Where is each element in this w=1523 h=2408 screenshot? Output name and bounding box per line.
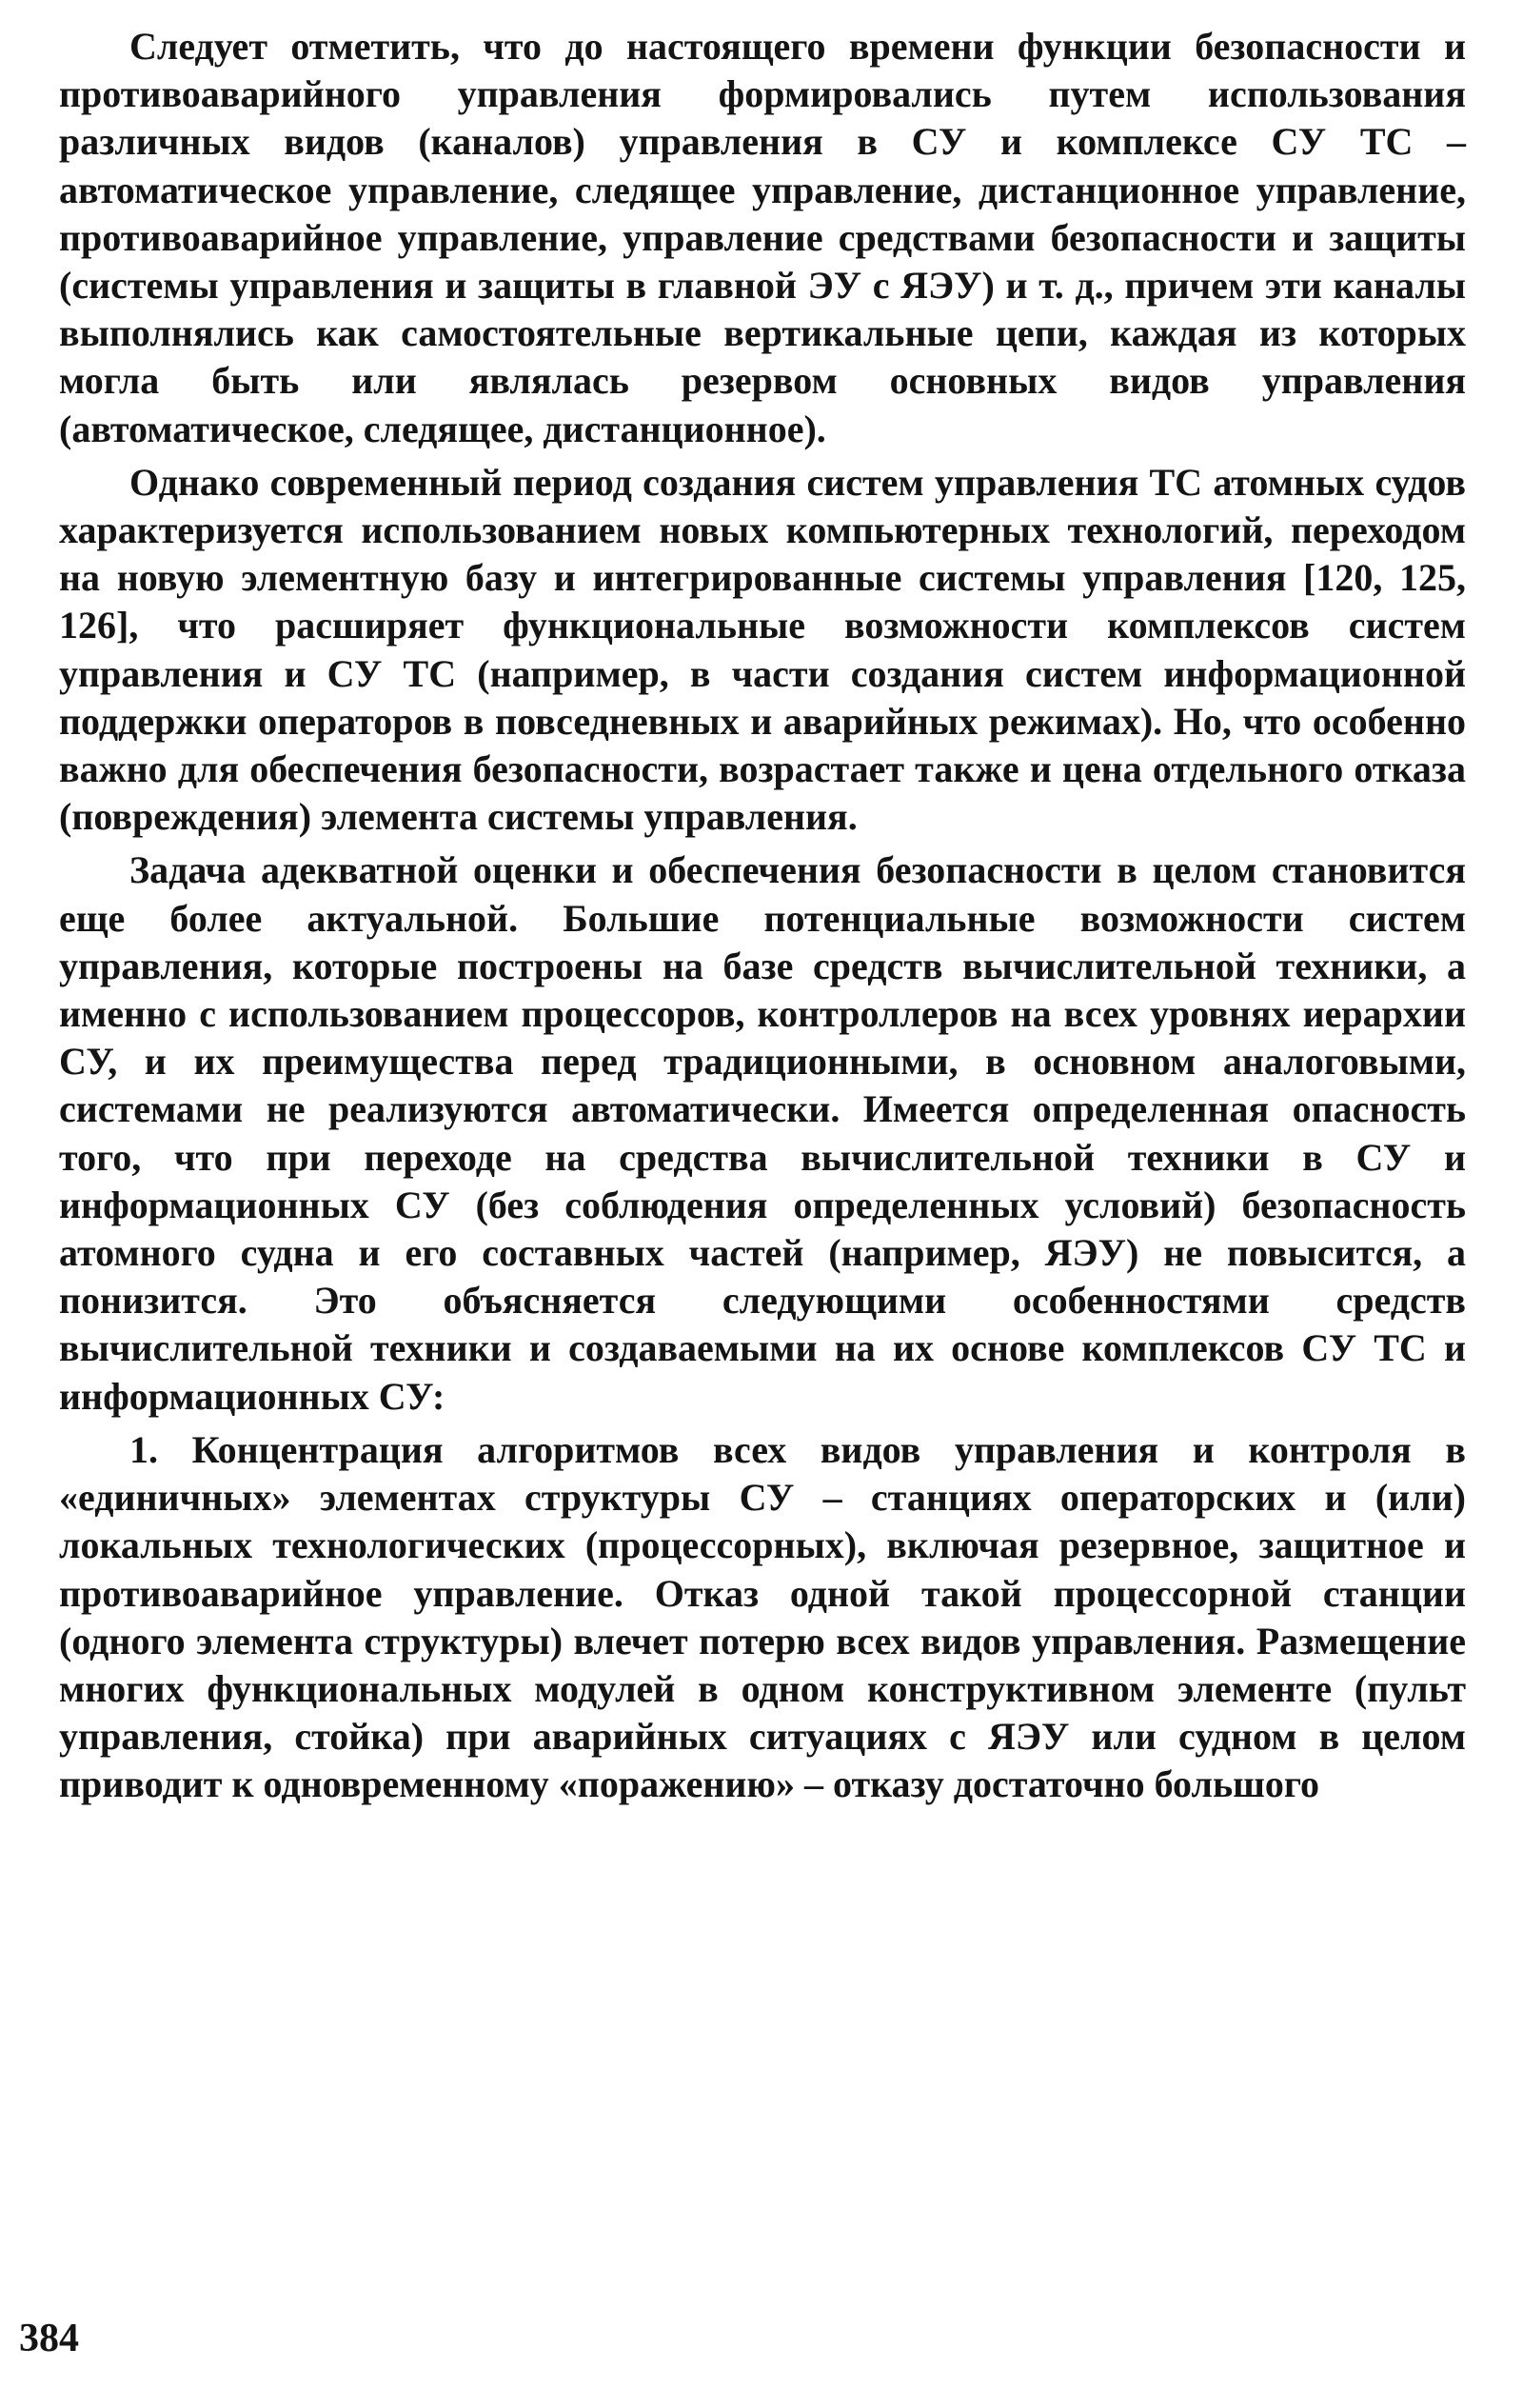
paragraph-3: Задача адекватной оценки и обеспечения безопасности в целом становится еще более актуальной. Большие потенциальные возможности систем управления, которые построены на базе средств вычислительной техники, а именно с использованием процессоров, контроллеров на всех уровнях иерархии СУ, и их преимущества перед традиционными, в основном аналоговыми, системами не реализуются автоматически. Имеется определенная опасность того, что при переходе на средства вычислительной техники в СУ и информационных СУ (без соблюдения определенных условий) безопасность атомного судна и его составных частей (например, ЯЭУ) не повысится, а понизится. Это объясняется следующими особенностями средств вычислительной техники и создаваемыми на их основе комплексов СУ ТС и информационных СУ: bbox=[59, 848, 1466, 1418]
paragraph-2: Однако современный период создания систем управления ТС атомных судов характеризуется использованием новых компьютерных технологий, переходом на новую элементную базу и интегрированные системы управления [120, 125, 126], что расширяет функциональные возможности комплексов систем управления и СУ ТС (например, в части создания систем информационной поддержки операторов в повседневных и аварийных режимах). Но, что особенно важно для обеспечения безопасности, возрастает также и цена отдельного отказа (повреждения) элемента системы управления. bbox=[59, 460, 1466, 839]
paragraph-1: Следует отметить, что до настоящего времени функции безопасности и противоаварийного управления формировались путем использования различных видов (каналов) управления в СУ и комплексе СУ ТС – автоматическое управление, следящее управление, дистанционное управление, противоаварийное управление, управление средствами безопасности и защиты (системы управления и защиты в главной ЭУ с ЯЭУ) и т. д., причем эти каналы выполнялись как самостоятельные вертикальные цепи, каждая из которых могла быть или являлась резервом основных видов управления (автоматическое, следящее, дистанционное). bbox=[59, 25, 1466, 450]
paragraph-4: 1. Концентрация алгоритмов всех видов управления и контроля в «единичных» элементах структуры СУ – станциях операторских и (или) локальных технологических (процессорных), включая резервное, защитное и противоаварийное управление. Отказ одной такой процессорной станции (одного элемента структуры) влечет потерю всех видов управления. Размещение многих функциональных модулей в одном конструктивном элементе (пульт управления, стойка) при аварийных ситуациях с ЯЭУ или судном в целом приводит к одновременному «поражению» – отказу достаточно большого bbox=[59, 1427, 1466, 1806]
page-number: 384 bbox=[19, 2317, 79, 2360]
body-text bbox=[59, 23, 1466, 1809]
